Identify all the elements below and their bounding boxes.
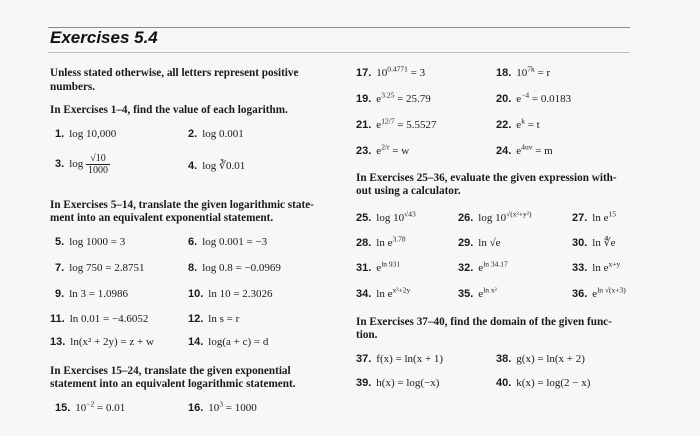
exercise-number: 6. (188, 236, 198, 248)
exercise-expression: log(a + c) = d (208, 336, 269, 348)
exercise-rest: = 25.79 (394, 93, 431, 105)
exercise-base: 10 (516, 67, 528, 79)
exercise-base: e (478, 262, 484, 274)
exponent: ln 34.17 (483, 259, 508, 269)
exercise-number: 35. (458, 288, 474, 300)
exercise-base: e (516, 119, 522, 131)
exponent: −4 (521, 90, 530, 100)
exercise-base: e (478, 288, 484, 300)
exercise-base: e (376, 119, 382, 131)
exercise-expression: log 10,000 (69, 128, 117, 140)
exercise-base: ln e (592, 212, 609, 224)
exercise-number: 4. (188, 160, 198, 172)
exercise-expression: log 1000 = 3 (69, 236, 126, 248)
exercise-number: 5. (55, 236, 65, 248)
exercise-7 (55, 262, 144, 275)
exercise-number: 21. (356, 119, 372, 131)
exercise-base: ln e (376, 237, 393, 249)
exercise-expression: h(x) = log(−x) (376, 377, 440, 389)
exercise-number: 9. (55, 288, 65, 300)
title-rule (48, 52, 630, 53)
exponent: 12/7 (381, 116, 395, 126)
exercise-expression: log 0.8 = −0.0969 (202, 262, 281, 274)
page-title: Exercises 5.4 (50, 28, 158, 47)
exercise-number: 7. (55, 262, 65, 274)
exercise-33 (572, 259, 621, 275)
exercise-number: 26. (458, 212, 474, 224)
exercise-15 (55, 399, 126, 415)
exercise-5 (55, 236, 125, 249)
exercise-19 (356, 90, 431, 106)
exercise-28 (356, 234, 406, 250)
exercise-rest: = 3 (407, 67, 426, 79)
section1-heading: In Exercises 1–4, find the value of each logarithm. (50, 104, 288, 116)
exercise-number: 14. (188, 336, 204, 348)
exercise-16 (188, 399, 257, 415)
exercise-number: 29. (458, 237, 474, 249)
exponent: k (521, 116, 525, 126)
exercise-25 (356, 209, 416, 225)
fraction (86, 153, 110, 176)
section2-line-1: In Exercises 5–14, translate the given logarithmic state- (50, 199, 314, 211)
exercise-expression: f(x) = ln(x + 1) (376, 353, 444, 365)
exponent: 3 (219, 399, 224, 409)
exercise-number: 24. (496, 145, 512, 157)
exercise-number: 12. (188, 313, 204, 325)
exercise-base: ln e (592, 262, 609, 274)
exercise-base: 10 (376, 67, 388, 79)
exercise-number: 37. (356, 353, 372, 365)
exercise-22 (496, 116, 540, 132)
exponent: 4uv (521, 142, 533, 152)
exercise-rest: = 5.5527 (394, 119, 437, 131)
exercise-number: 40. (496, 377, 512, 389)
exercise-number: 3. (55, 158, 65, 171)
exercise-20 (496, 90, 572, 106)
exercise-number: 19. (356, 93, 372, 105)
exponent: 2/r (381, 142, 390, 152)
exercise-27 (572, 209, 616, 225)
exponent: ln √(x+3) (597, 285, 626, 295)
exercise-expression: log 0.001 (202, 128, 244, 140)
fraction-numerator: √10 (86, 153, 110, 165)
exercise-expression: ln ∜e (592, 237, 616, 249)
exercise-32 (458, 259, 508, 275)
exercise-21 (356, 116, 437, 132)
exercise-rest: = t (524, 119, 540, 131)
exercise-base: e (376, 145, 382, 157)
exercise-14 (188, 336, 268, 349)
exponent: ln x² (483, 285, 497, 295)
exercise-base: e (516, 145, 522, 157)
exponent: √43 (404, 209, 416, 219)
section4-line-2: out using a calculator. (356, 185, 461, 197)
exercise-1 (55, 128, 116, 141)
exercise-2 (188, 128, 244, 141)
exponent: √(x²+y²) (506, 209, 532, 219)
exercise-expression: ln 3 = 1.0986 (69, 288, 128, 300)
exercise-number: 22. (496, 119, 512, 131)
exercise-13 (50, 336, 154, 349)
exercise-expression: ln 10 = 2.3026 (208, 288, 273, 300)
exercise-number: 32. (458, 262, 474, 274)
exercise-number: 36. (572, 288, 588, 300)
exercise-11 (50, 313, 148, 326)
exponent: ln 931 (381, 259, 401, 269)
exercise-rest: = w (389, 145, 410, 157)
intro-line-1: Unless stated otherwise, all letters represent positive (50, 67, 299, 79)
exercise-expression: ln(x² + 2y) = z + w (70, 336, 154, 348)
exercise-number: 31. (356, 262, 372, 274)
exercise-number: 17. (356, 67, 372, 79)
exercise-number: 10. (188, 288, 204, 300)
exercise-expression: ln s = r (208, 313, 240, 325)
exercise-expression: ln 0.01 = −4.6052 (69, 313, 149, 325)
exercise-rest: = 1000 (223, 402, 257, 414)
exercise-38 (496, 353, 585, 366)
exercise-base: e (376, 93, 382, 105)
exercise-17 (356, 64, 426, 80)
exercise-34 (356, 285, 411, 301)
exercise-number: 11. (50, 313, 65, 325)
exercise-3 (55, 153, 110, 176)
exercise-number: 18. (496, 67, 512, 79)
exercise-30 (572, 237, 616, 250)
exercise-base: e (376, 262, 382, 274)
exercise-9 (55, 288, 128, 301)
section2-line-2: ment into an equivalent exponential statement. (50, 212, 274, 224)
exercise-8 (188, 262, 281, 275)
exercise-expression: g(x) = ln(x + 2) (516, 353, 585, 365)
exercise-number: 27. (572, 212, 588, 224)
exponent: 7k (527, 64, 535, 74)
exercise-36 (572, 285, 626, 301)
exercise-26 (458, 209, 532, 225)
exercise-expression: log 0.001 = −3 (202, 236, 268, 248)
exercise-31 (356, 259, 401, 275)
exercise-rest: = r (534, 67, 551, 79)
exercise-number: 20. (496, 93, 512, 105)
exercise-6 (188, 236, 267, 249)
exponent: −2 (86, 399, 95, 409)
exercise-base: ln e (376, 288, 393, 300)
exercise-23 (356, 142, 410, 158)
exponent: 3.78 (392, 234, 406, 244)
exercise-prefix: log (69, 158, 84, 171)
exponent: 0.4771 (387, 64, 408, 74)
exercise-base: log 10 (478, 212, 507, 224)
intro-line-2: numbers. (50, 81, 96, 93)
exercise-base: 10 (208, 402, 220, 414)
exercise-base: e (592, 288, 598, 300)
exercise-18 (496, 64, 551, 80)
exercise-expression: log ∛0.01 (202, 160, 246, 172)
exercise-24 (496, 142, 553, 158)
exercise-number: 39. (356, 377, 372, 389)
exercise-base: 10 (75, 402, 87, 414)
exercise-29 (458, 237, 501, 250)
section5-line-2: tion. (356, 329, 378, 341)
exercise-40 (496, 377, 590, 390)
exercise-number: 33. (572, 262, 588, 274)
exercise-number: 28. (356, 237, 372, 249)
exercise-12 (188, 313, 239, 326)
exercise-number: 13. (50, 336, 66, 348)
exercise-35 (458, 285, 497, 301)
exercise-rest: = 0.0183 (529, 93, 572, 105)
exercise-base: log 10 (376, 212, 405, 224)
exercise-number: 23. (356, 145, 372, 157)
exponent: 15 (608, 209, 616, 219)
section4-line-1: In Exercises 25–36, evaluate the given expression with- (356, 172, 617, 184)
exercise-number: 16. (188, 402, 204, 414)
fraction-denominator: 1000 (88, 165, 108, 176)
exercise-10 (188, 288, 273, 301)
section3-line-2: statement into an equivalent logarithmic statement. (50, 378, 296, 390)
exercise-number: 2. (188, 128, 198, 140)
exercise-39 (356, 377, 439, 390)
exercise-number: 30. (572, 237, 588, 249)
exercise-rest: = m (532, 145, 553, 157)
section5-line-1: In Exercises 37–40, find the domain of the given func- (356, 316, 612, 328)
exercise-4 (188, 160, 245, 173)
exercise-number: 34. (356, 288, 372, 300)
exercise-number: 38. (496, 353, 512, 365)
exercise-number: 8. (188, 262, 198, 274)
exercise-expression: log 750 = 2.8751 (69, 262, 145, 274)
exercise-number: 15. (55, 402, 71, 414)
exercise-number: 25. (356, 212, 372, 224)
exponent: x²+2y (392, 285, 411, 295)
exponent: 3.25 (381, 90, 395, 100)
section3-line-1: In Exercises 15–24, translate the given exponential (50, 365, 291, 377)
exercise-base: e (516, 93, 522, 105)
exponent: x+y (608, 259, 621, 269)
exercise-expression: k(x) = log(2 − x) (516, 377, 591, 389)
exercise-37 (356, 353, 443, 366)
exercise-number: 1. (55, 128, 65, 140)
exercise-rest: = 0.01 (94, 402, 126, 414)
exercise-expression: ln √e (478, 237, 501, 249)
